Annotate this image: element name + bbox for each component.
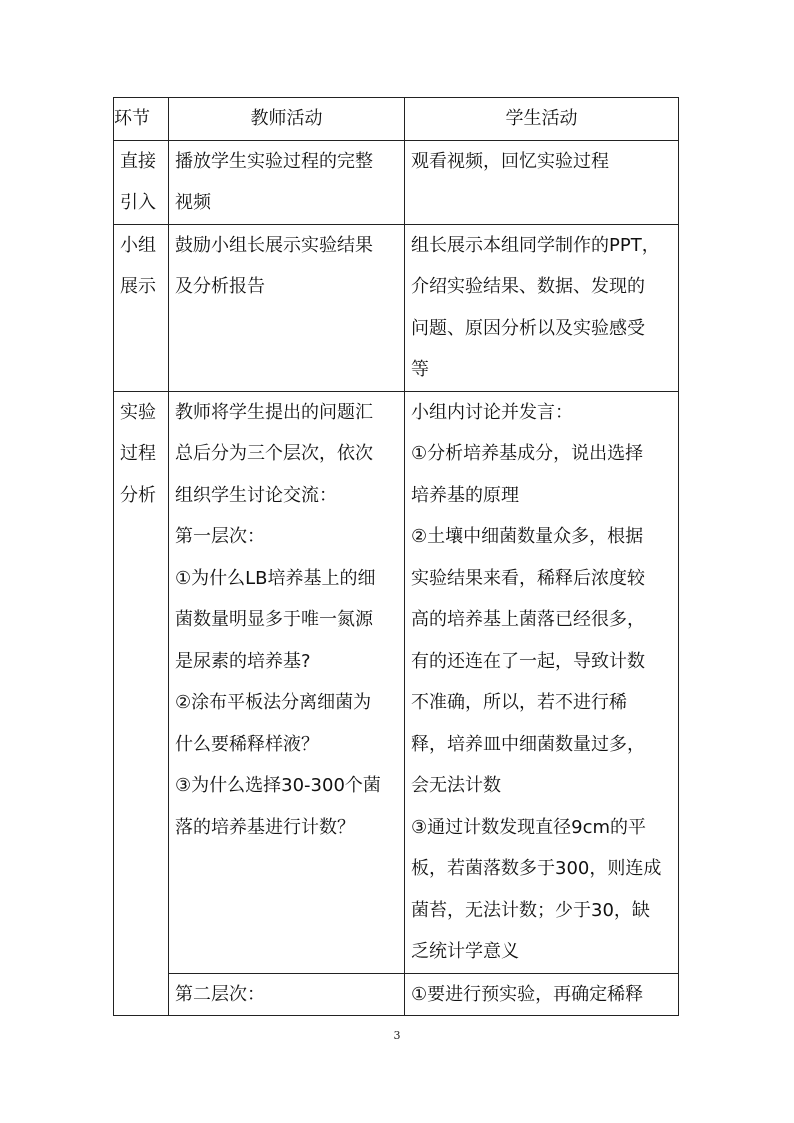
table-row: [114, 224, 679, 391]
teacher-line: 什么要稀释样液？: [175, 733, 319, 755]
teacher-line: 组织学生讨论交流：: [175, 484, 337, 506]
student-cell: [405, 391, 679, 973]
teacher-line: ③为什么选择30-300个菌: [175, 775, 381, 796]
teacher-line: 总后分为三个层次，依次: [175, 443, 373, 464]
teacher-line: ①为什么LB培养基上的细: [175, 567, 376, 589]
student-line: 组长展示本组同学制作的PPT，: [411, 234, 660, 256]
teacher-line: ②涂布平板法分离细菌为: [175, 692, 372, 713]
header-student-activity: 学生活动: [405, 98, 679, 141]
student-line: 不准确，所以，若不进行稀: [411, 692, 627, 713]
table-row: [114, 391, 679, 973]
teacher-line: 第一层次：: [175, 526, 265, 547]
stage-line: 引入: [120, 192, 156, 213]
teacher-line: 菌数量明显多于唯一氮源: [175, 609, 373, 630]
table-row: [114, 973, 679, 1016]
student-line: 介绍实验结果、数据、发现的: [411, 276, 645, 297]
teacher-line: 教师将学生提出的问题汇: [175, 401, 373, 423]
student-line: ①分析培养基成分，说出选择: [411, 443, 644, 464]
student-cell: [405, 224, 679, 391]
student-line: 小组内讨论并发言：: [411, 401, 573, 423]
teacher-line: 第二层次：: [175, 983, 265, 1005]
stage-cell: [114, 224, 169, 391]
teacher-line: 视频: [175, 192, 211, 213]
student-line: 有的还连在了一起，导致计数: [411, 650, 645, 672]
student-line: ②土壤中细菌数量众多，根据: [411, 526, 644, 547]
student-line: ①要进行预实验，再确定稀释: [411, 983, 644, 1005]
teacher-cell: [169, 973, 405, 1016]
stage-line: 分析: [120, 484, 156, 506]
teacher-line: 是尿素的培养基?: [175, 650, 311, 672]
student-line: 实验结果来看，稀释后浓度较: [411, 567, 645, 589]
lesson-plan-table: [113, 97, 679, 1016]
stage-line: 实验: [120, 401, 156, 423]
student-line: 会无法计数: [411, 775, 501, 796]
student-cell: [405, 973, 679, 1016]
student-cell: [405, 140, 679, 224]
teacher-line: 及分析报告: [175, 276, 265, 297]
teacher-cell: [169, 391, 405, 973]
teacher-cell: [169, 224, 405, 391]
header-teacher-activity: 教师活动: [169, 98, 405, 141]
student-line: 问题、原因分析以及实验感受: [411, 317, 645, 339]
student-line: 菌苔，无法计数；少于30，缺: [411, 899, 650, 921]
student-line: 观看视频，回忆实验过程: [411, 150, 609, 172]
stage-cell: [114, 391, 169, 1016]
student-line: 培养基的原理: [411, 484, 519, 506]
stage-line: 直接: [120, 150, 156, 172]
header-stage: 环节: [114, 98, 169, 141]
teacher-cell: [169, 140, 405, 224]
table-header-row: [114, 98, 679, 141]
page-number: 3: [393, 1029, 401, 1042]
stage-line: 过程: [120, 443, 156, 464]
stage-line: 小组: [120, 234, 156, 256]
student-line: 释，培养皿中细菌数量过多，: [411, 733, 645, 755]
stage-line: 展示: [120, 276, 156, 297]
teacher-line: 落的培养基进行计数？: [175, 816, 355, 838]
stage-cell: [114, 140, 169, 224]
student-line: 等: [411, 359, 429, 380]
teacher-line: 播放学生实验过程的完整: [175, 150, 373, 172]
student-line: 板，若菌落数多于300，则连成: [411, 858, 662, 879]
table-row: [114, 140, 679, 224]
student-line: 乏统计学意义: [411, 941, 519, 962]
student-line: 高的培养基上菌落已经很多，: [411, 609, 645, 630]
student-line: ③通过计数发现直径9cm的平: [411, 816, 647, 838]
teacher-line: 鼓励小组长展示实验结果: [175, 234, 373, 256]
